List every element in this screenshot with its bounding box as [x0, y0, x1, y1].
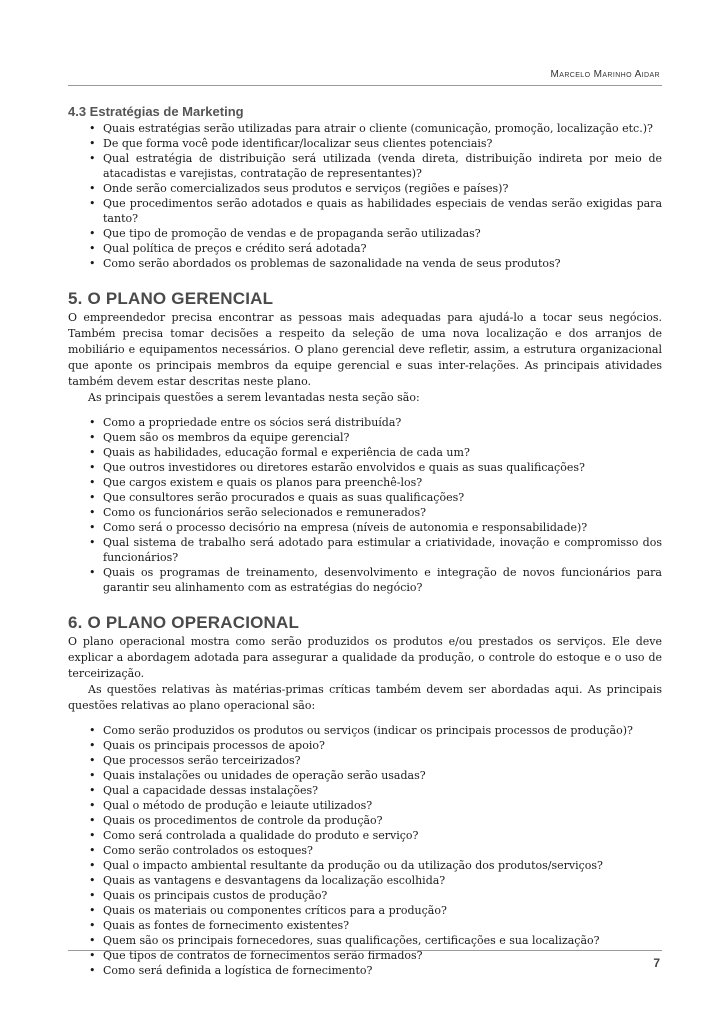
list-item — [89, 963, 662, 978]
bullet-icon: • — [89, 536, 96, 549]
list-item-text: Quais estratégias serão utilizadas para atrair o cliente (comunicação, promoção, localização etc.)? — [103, 122, 653, 135]
list-item — [89, 151, 662, 181]
bullet-icon: • — [89, 769, 96, 782]
list-item-text: Que procedimentos serão adotados e quais as habilidades especiais de vendas serão exigidas para tanto? — [103, 197, 662, 225]
list-item-text: Qual a capacidade dessas instalações? — [103, 784, 319, 797]
list-item — [89, 241, 662, 256]
list-item-text: Quais os principais custos de produção? — [103, 889, 328, 902]
list-item — [89, 933, 662, 948]
list-item — [89, 813, 662, 828]
operacional-heading: 6. O PLANO OPERACIONAL — [68, 613, 300, 632]
bullet-icon: • — [89, 829, 96, 842]
list-item-text: Que consultores serão procurados e quais as suas qualificações? — [103, 491, 465, 504]
list-item-text: Qual estratégia de distribuição será utilizada (venda direta, distribuição indireta por meio de atacadistas e varejistas, contratação de representantes)? — [103, 152, 662, 180]
gerencial-list — [68, 415, 662, 595]
list-item — [89, 136, 662, 151]
header-rule — [68, 85, 662, 86]
list-item — [89, 918, 662, 933]
list-item — [89, 888, 662, 903]
list-item-text: Onde serão comercializados seus produtos e serviços (regiões e países)? — [103, 182, 509, 195]
list-item-text: Qual política de preços e crédito será adotada? — [103, 242, 367, 255]
page-number: 7 — [653, 956, 660, 970]
gerencial-heading: 5. O PLANO GERENCIAL — [68, 289, 274, 308]
operacional-paragraph: O plano operacional mostra como serão produzidos os produtos e/ou prestados os serviços. Ele deve explicar a abordagem adotada para assegurar a qualidade da produção, o controle do estoque e o uso de terceirização. — [68, 635, 662, 680]
list-item — [89, 783, 662, 798]
bullet-icon: • — [89, 227, 96, 240]
bullet-icon: • — [89, 724, 96, 737]
list-item-text: Quais as vantagens e desvantagens da localização escolhida? — [103, 874, 446, 887]
bullet-icon: • — [89, 889, 96, 902]
bullet-icon: • — [89, 446, 96, 459]
bullet-icon: • — [89, 491, 96, 504]
list-item — [89, 121, 662, 136]
list-item-text: Quais as fontes de fornecimento existentes? — [103, 919, 350, 932]
list-item-text: Como os funcionários serão selecionados e remunerados? — [103, 506, 427, 519]
list-item-text: Como serão abordados os problemas de sazonalidade na venda de seus produtos? — [103, 257, 561, 270]
list-item-text: Que cargos existem e quais os planos para preenchê-los? — [103, 476, 423, 489]
gerencial-paragraph: O empreendedor precisa encontrar as pessoas mais adequadas para ajudá-lo a tocar seus negócios. Também precisa tomar decisões a respeito da seleção de uma nova localização e dos arranjos de mobiliário e equipamentos necessários. O plano gerencial deve refletir, assim, a estrutura organizacional que aponte os principais membros da equipe gerencial e suas inter-relações. As principais atividades também devem estar descritas neste plano. — [68, 311, 662, 388]
bullet-icon: • — [89, 904, 96, 917]
operacional-paragraph-2: As questões relativas às matérias-primas críticas também devem ser abordadas aqui. As principais questões relativas ao plano operacional são: — [68, 683, 662, 712]
list-item-text: Como serão controlados os estoques? — [103, 844, 313, 857]
list-item-text: Quais instalações ou unidades de operação serão usadas? — [103, 769, 426, 782]
gerencial-intro: As principais questões a serem levantadas nesta seção são: — [88, 391, 420, 404]
bullet-icon: • — [89, 964, 96, 977]
bullet-icon: • — [89, 934, 96, 947]
bullet-icon: • — [89, 919, 96, 932]
list-item — [89, 798, 662, 813]
list-item — [89, 565, 662, 595]
list-item — [89, 843, 662, 858]
bullet-icon: • — [89, 754, 96, 767]
bullet-icon: • — [89, 784, 96, 797]
list-item-text: Como será definida a logística de fornecimento? — [103, 964, 373, 977]
list-item — [89, 430, 662, 445]
bullet-icon: • — [89, 257, 96, 270]
list-item — [89, 475, 662, 490]
bullet-icon: • — [89, 859, 96, 872]
bullet-icon: • — [89, 799, 96, 812]
list-item — [89, 226, 662, 241]
list-item-text: Quais as habilidades, educação formal e experiência de cada um? — [103, 446, 470, 459]
list-item — [89, 858, 662, 873]
marketing-heading: 4.3 Estratégias de Marketing — [68, 104, 244, 119]
list-item-text: Que tipo de promoção de vendas e de propaganda serão utilizadas? — [103, 227, 481, 240]
list-item — [89, 445, 662, 460]
list-item — [89, 753, 662, 768]
list-item-text: Qual sistema de trabalho será adotado para estimular a criatividade, inovação e compromisso dos funcionários? — [103, 536, 662, 564]
bullet-icon: • — [89, 182, 96, 195]
bullet-icon: • — [89, 506, 96, 519]
list-item — [89, 903, 662, 918]
list-item-text: Como será o processo decisório na empresa (níveis de autonomia e responsabilidade)? — [103, 521, 588, 534]
list-item-text: Qual o impacto ambiental resultante da produção ou da utilização dos produtos/serviços? — [103, 859, 603, 872]
list-item-text: Como será controlada a qualidade do produto e serviço? — [103, 829, 419, 842]
list-item — [89, 535, 662, 565]
list-item-text: Qual o método de produção e leiaute utilizados? — [103, 799, 373, 812]
list-item-text: Quem são os principais fornecedores, suas qualificações, certificações e sua localização? — [103, 934, 600, 947]
bullet-icon: • — [89, 874, 96, 887]
bullet-icon: • — [89, 431, 96, 444]
list-item — [89, 181, 662, 196]
bullet-icon: • — [89, 476, 96, 489]
operacional-list — [68, 723, 662, 978]
bullet-icon: • — [89, 739, 96, 752]
list-item — [89, 738, 662, 753]
list-item — [89, 505, 662, 520]
bullet-icon: • — [89, 521, 96, 534]
list-item-text: De que forma você pode identificar/localizar seus clientes potenciais? — [103, 137, 493, 150]
bullet-icon: • — [89, 814, 96, 827]
list-item-text: Como a propriedade entre os sócios será distribuída? — [103, 416, 402, 429]
bullet-icon: • — [89, 461, 96, 474]
bullet-icon: • — [89, 844, 96, 857]
bullet-icon: • — [89, 122, 96, 135]
marketing-list — [68, 121, 662, 271]
list-item-text: Quem são os membros da equipe gerencial? — [103, 431, 350, 444]
list-item-text: Que tipos de contratos de fornecimentos serão firmados? — [103, 949, 423, 962]
bullet-icon: • — [89, 949, 96, 962]
bullet-icon: • — [89, 137, 96, 150]
list-item-text: Que processos serão terceirizados? — [103, 754, 301, 767]
list-item — [89, 723, 662, 738]
bullet-icon: • — [89, 566, 96, 579]
running-head-author: Marcelo Marinho Aidar — [550, 69, 660, 80]
list-item — [89, 768, 662, 783]
list-item-text: Quais os principais processos de apoio? — [103, 739, 325, 752]
list-item-text: Quais os procedimentos de controle da produção? — [103, 814, 383, 827]
bullet-icon: • — [89, 416, 96, 429]
footer-rule — [68, 950, 662, 951]
list-item-text: Quais os programas de treinamento, desenvolvimento e integração de novos funcionários para garantir seu alinhamento com as estratégias do negócio? — [103, 566, 662, 594]
list-item — [89, 256, 662, 271]
page-content — [68, 104, 662, 978]
list-item — [89, 520, 662, 535]
list-item — [89, 828, 662, 843]
list-item — [89, 460, 662, 475]
list-item — [89, 196, 662, 226]
list-item — [89, 415, 662, 430]
list-item-text: Que outros investidores ou diretores estarão envolvidos e quais as suas qualificações? — [103, 461, 585, 474]
list-item-text: Como serão produzidos os produtos ou serviços (indicar os principais processos de produção)? — [103, 724, 633, 737]
bullet-icon: • — [89, 242, 96, 255]
bullet-icon: • — [89, 152, 96, 165]
list-item — [89, 873, 662, 888]
list-item — [89, 490, 662, 505]
bullet-icon: • — [89, 197, 96, 210]
list-item-text: Quais os materiais ou componentes críticos para a produção? — [103, 904, 447, 917]
